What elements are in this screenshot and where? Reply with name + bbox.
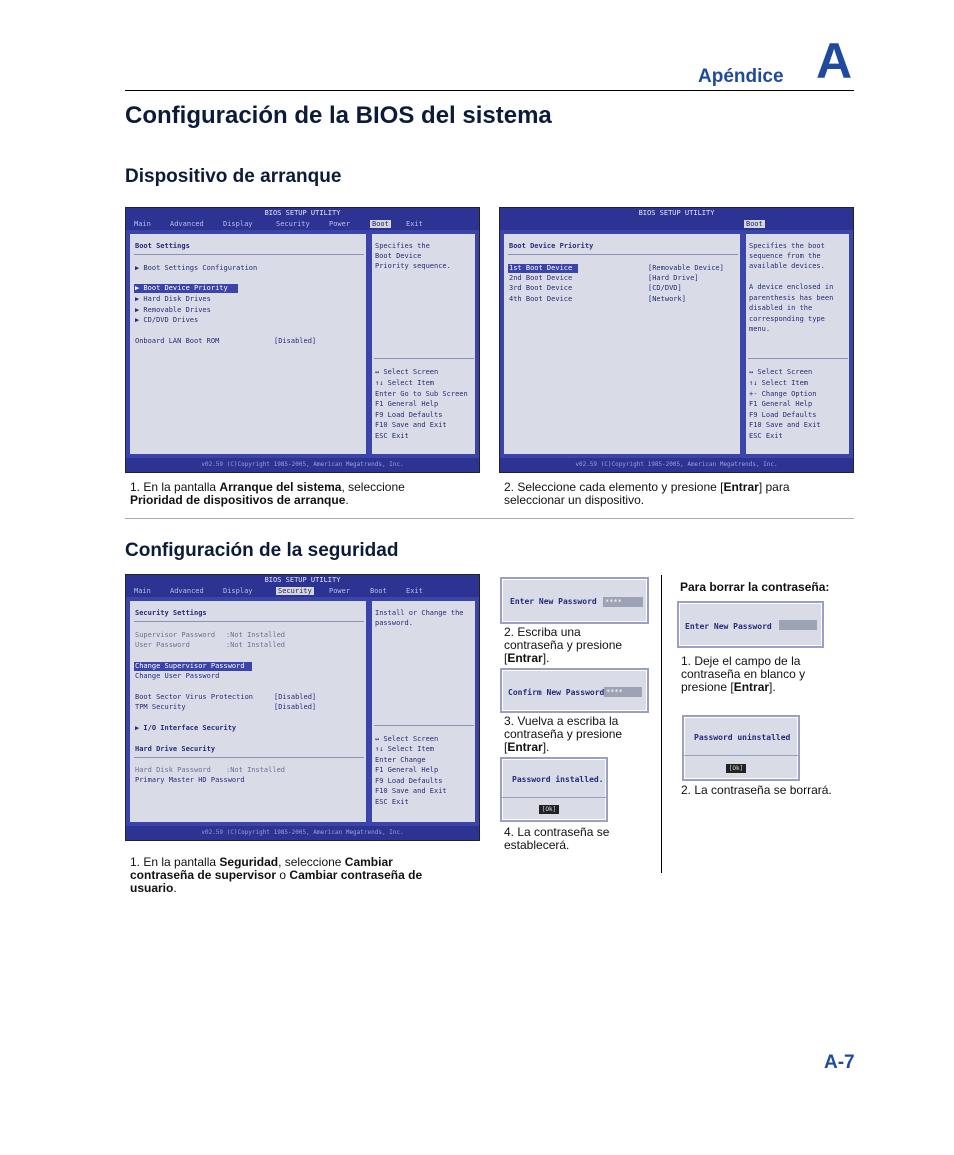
section-divider [125,518,854,519]
change-supervisor-item[interactable]: Change Supervisor Password [135,662,245,670]
option-label[interactable]: TPM Security [135,703,186,711]
step-3-caption: 3. Vuelva a escriba la contraseña y presione [Entrar]. [504,714,623,754]
help-text: menu. [749,325,771,333]
menu-item[interactable]: ▶ Removable Drives [135,306,211,314]
dialog-label: Enter New Password [510,597,597,606]
key-hint: ↑↓ Select Item [749,379,809,387]
panel-title: Boot Settings [135,242,190,250]
bios-main-panel [128,599,368,824]
boot-caption-2: 2. Seleccione cada elemento y presione [Entrar] para seleccionar un dispositivo. [504,480,790,507]
appendix-letter: A [816,33,853,89]
io-security-item[interactable]: ▶ I/O Interface Security [135,724,237,732]
key-hint: +- Change Option [749,390,817,398]
status-label: Supervisor Password [135,631,216,639]
key-hint: ESC Exit [749,432,783,440]
menu-exit[interactable]: Exit [406,587,423,595]
boot-device-value[interactable]: [Hard Drive] [648,274,699,282]
key-hint: Enter Change [375,756,426,764]
change-user-item[interactable]: Change User Password [135,672,220,680]
menu-power[interactable]: Power [329,587,351,595]
boot-heading: Dispositivo de arranque [125,166,342,187]
status-value: :Not Installed [226,641,286,649]
help-text: sequence from the [749,252,821,260]
dialog-message: Password uninstalled [694,733,791,742]
key-hint: ↑↓ Select Item [375,379,435,387]
page-number: A-7 [824,1052,855,1073]
step-2-caption: 2. Escriba una contraseña y presione [Entrar]. [504,625,623,665]
bios-help-panel [370,599,477,824]
menu-item[interactable]: ▶ CD/DVD Drives [135,316,199,324]
help-text: parenthesis has been [749,294,834,302]
menu-boot[interactable]: Boot [372,220,389,228]
option-label[interactable]: Onboard LAN Boot ROM [135,337,220,345]
bios-title: BIOS SETUP UTILITY [264,576,341,584]
security-caption-1: 1. En la pantalla Seguridad, seleccione Cambiar contraseña de supervisor o Cambiar contraseña de usuario. [130,855,423,895]
key-hint: F9 Load Defaults [749,411,817,419]
clear-step-1-caption: 1. Deje el campo de la contraseña en blanco y presione [Entrar]. [681,654,806,694]
dialog-label: Confirm New Password [508,688,605,697]
bios-menubar [126,586,479,597]
help-text: Specifies the boot [749,242,825,250]
boot-device-value[interactable]: [Network] [648,295,686,303]
password-uninstalled-dialog [682,715,800,781]
page-title: Configuración de la BIOS del sistema [125,102,552,129]
blank-password-field[interactable] [779,620,817,630]
help-text: A device enclosed in [749,283,834,291]
key-hint: F10 Save and Exit [375,421,447,429]
key-hint: ↑↓ Select Item [375,745,435,753]
key-hint: F10 Save and Exit [749,421,821,429]
option-value[interactable]: [Disabled] [274,693,317,701]
bios-help-panel [744,232,851,456]
menu-main[interactable]: Main [134,220,151,228]
help-text: Boot Device [375,252,422,260]
menu-display[interactable]: Display [223,220,253,228]
bios-screen-boot-priority [499,207,854,473]
key-hint: ↔ Select Screen [749,368,813,376]
key-hint: F1 General Help [375,400,439,408]
dialog-message: Password installed. [512,775,604,784]
password-installed-dialog [500,757,608,822]
key-hint: F9 Load Defaults [375,411,443,419]
hdd-value: :Not Installed [226,766,286,774]
confirm-field[interactable]: **** [604,687,642,697]
clear-heading: Para borrar la contraseña: [680,580,830,594]
help-text: Install or Change the [375,609,464,617]
boot-device-label[interactable]: 4th Boot Device [509,295,573,303]
key-hint: F10 Save and Exit [375,787,447,795]
option-value[interactable]: [Disabled] [274,337,317,345]
menu-item[interactable]: ▶ Hard Disk Drives [135,295,211,303]
bios-menubar [126,219,479,230]
key-hint: Enter Go to Sub Screen [375,390,468,398]
menu-power[interactable]: Power [329,220,351,228]
bios-footer: v02.59 (C)Copyright 1985-2005, American Megatrends, Inc. [126,826,479,840]
boot-device-value[interactable]: [CD/DVD] [648,284,682,292]
boot-device-value[interactable]: [Removable Device] [648,264,724,272]
menu-display[interactable]: Display [223,587,253,595]
status-label: User Password [135,641,190,649]
menu-boot[interactable]: Boot [746,220,763,228]
bios-main-panel [128,232,368,456]
bios-footer: v02.59 (C)Copyright 1985-2005, American Megatrends, Inc. [500,458,853,472]
bios-screen-security [125,574,480,841]
password-field[interactable]: **** [603,597,643,607]
boot-device-label[interactable]: 2nd Boot Device [509,274,573,282]
help-text: corresponding type [749,315,825,323]
boot-device-label[interactable]: 1st Boot Device [509,264,573,272]
key-hint: F1 General Help [375,766,439,774]
hdd-label[interactable]: Primary Master HD Password [135,776,245,784]
panel-title: Boot Device Priority [509,242,594,250]
ok-button[interactable]: [Ok] [726,764,746,773]
header-rule [125,90,854,91]
help-text: Specifies the [375,242,430,250]
bios-title: BIOS SETUP UTILITY [638,209,715,217]
menu-security[interactable]: Security [276,220,310,228]
key-hint: F9 Load Defaults [375,777,443,785]
key-hint: ↔ Select Screen [375,368,439,376]
help-text: available devices. [749,262,825,270]
menu-item-selected[interactable]: ▶ Boot Device Priority [135,284,228,292]
menu-boot[interactable]: Boot [370,587,387,595]
help-text: password. [375,619,413,627]
key-hint: ESC Exit [375,798,409,806]
key-hint: F1 General Help [749,400,813,408]
hdd-label: Hard Disk Password [135,766,211,774]
menu-security[interactable]: Security [278,587,312,595]
boot-device-label[interactable]: 3rd Boot Device [509,284,573,292]
bios-menubar [500,219,853,230]
menu-main[interactable]: Main [134,587,151,595]
section-label: Apéndice [698,66,784,87]
status-value: :Not Installed [226,631,286,639]
enter-password-dialog [500,577,649,624]
menu-exit[interactable]: Exit [406,220,423,228]
option-value[interactable]: [Disabled] [274,703,317,711]
confirm-password-dialog [500,668,649,713]
dialog-label: Enter New Password [685,622,772,631]
menu-advanced[interactable]: Advanced [170,220,204,228]
enter-blank-password-dialog [677,601,824,648]
panel-title: Security Settings [135,609,207,617]
bios-help-panel [370,232,477,456]
clear-step-2-caption: 2. La contraseña se borrará. [681,783,832,797]
menu-advanced[interactable]: Advanced [170,587,204,595]
key-hint: ESC Exit [375,432,409,440]
security-heading: Configuración de la seguridad [125,540,399,561]
bios-title: BIOS SETUP UTILITY [264,209,341,217]
option-label[interactable]: Boot Sector Virus Protection [135,693,254,701]
boot-caption-1: 1. En la pantalla Arranque del sistema, seleccione Prioridad de dispositivos de arranque. [130,480,405,507]
bios-main-panel [502,232,742,456]
column-divider [661,575,662,873]
menu-item[interactable]: ▶ Boot Settings Configuration [135,264,258,272]
ok-button[interactable]: [Ok] [539,805,559,814]
key-hint: ↔ Select Screen [375,735,439,743]
hdd-security-title: Hard Drive Security [135,745,216,753]
help-text: disabled in the [749,304,813,312]
bios-screen-boot-settings [125,207,480,473]
bios-footer: v02.59 (C)Copyright 1985-2005, American Megatrends, Inc. [126,458,479,472]
help-text: Priority sequence. [375,262,451,270]
step-4-caption: 4. La contraseña se establecerá. [504,825,610,852]
